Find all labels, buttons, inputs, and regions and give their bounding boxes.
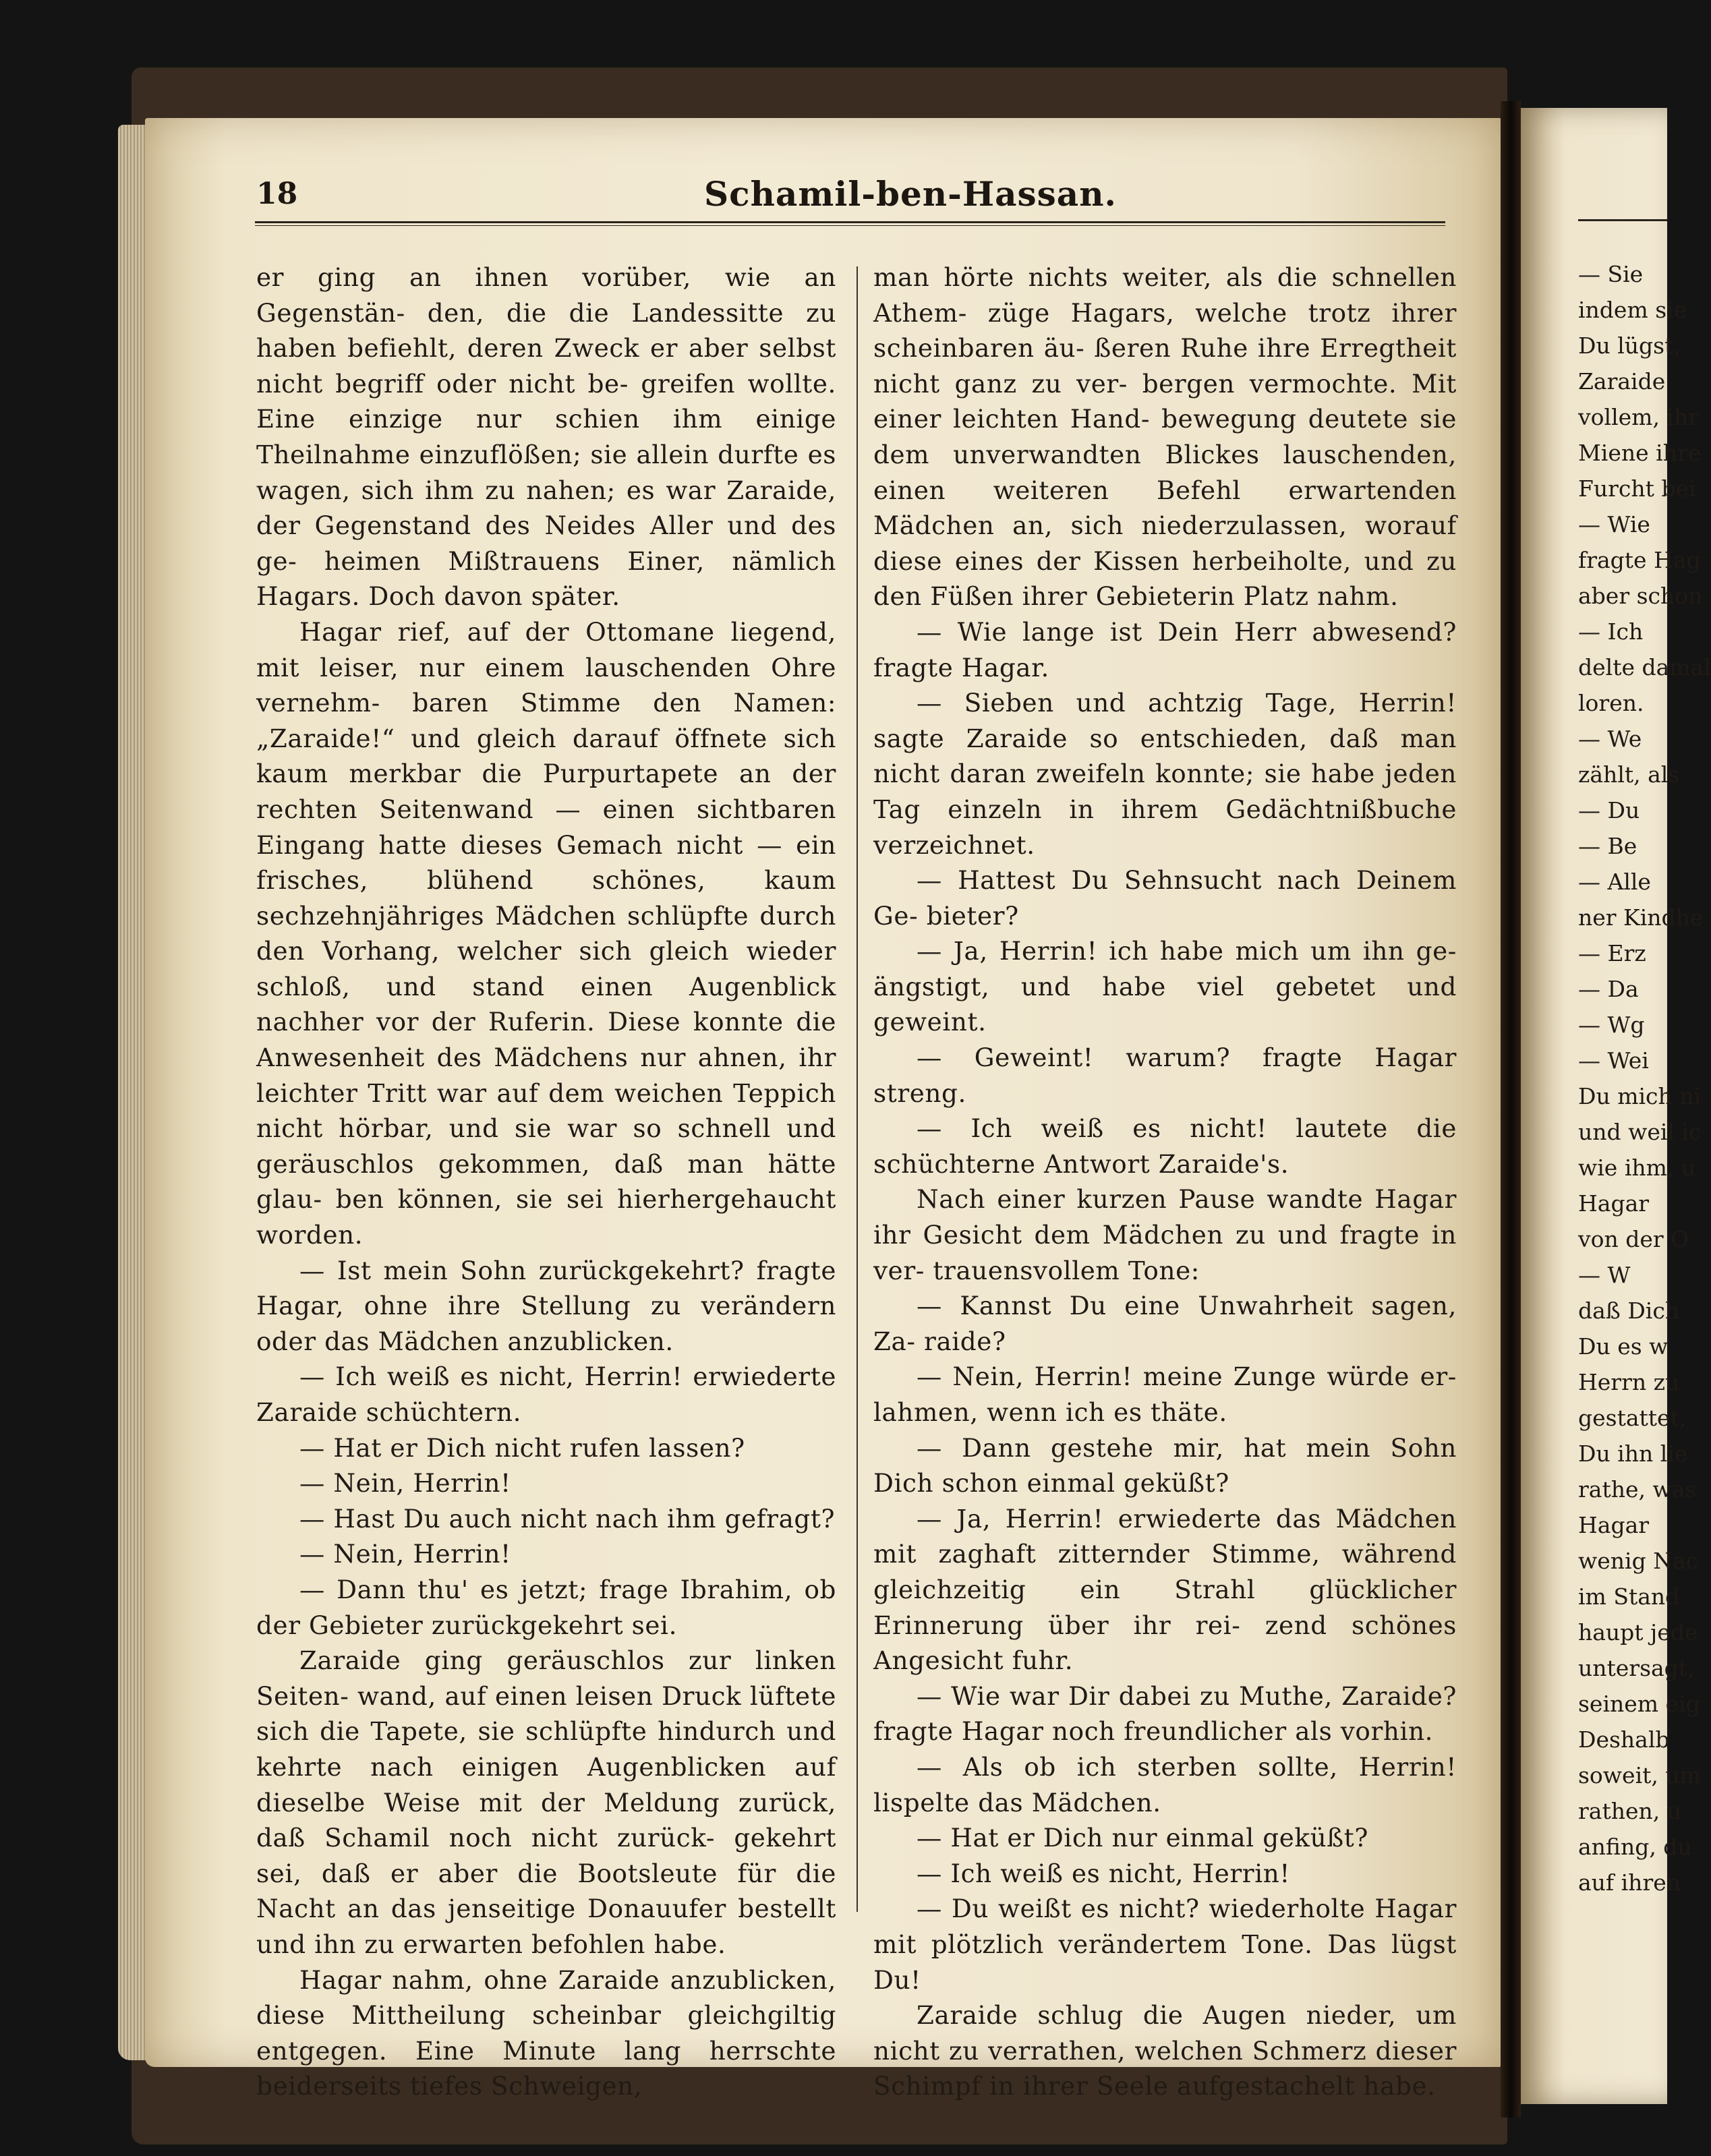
paragraph: — Nein, Herrin! meine Zunge würde er- lahmen, wenn ich es thäte. <box>873 1362 1457 1427</box>
text-fragment: Zaraide <box>1578 368 1666 395</box>
text-fragment: Du mich ni <box>1578 1083 1702 1109</box>
right-page-text-fragments <box>1578 256 1711 1900</box>
page-number: 18 <box>256 177 298 211</box>
paragraph: — Geweint! warum? fragte Hagar streng. <box>873 1043 1457 1108</box>
text-fragment: wie ihm, u <box>1578 1155 1696 1181</box>
text-fragment: zählt, als <box>1578 761 1680 788</box>
text-fragment: — W <box>1578 1262 1631 1288</box>
paragraph: — Ich weiß es nicht, Herrin! erwiederte Zaraide schüchtern. <box>256 1362 836 1427</box>
right-text-column <box>873 260 1457 2104</box>
paragraph: — Hat er Dich nur einmal geküßt? <box>917 1823 1368 1853</box>
text-fragment: fragte Hag <box>1578 547 1701 573</box>
column-divider <box>857 266 858 1912</box>
text-fragment: wenig Nac <box>1578 1548 1699 1574</box>
text-fragment: — Alle <box>1578 869 1651 895</box>
text-fragment: Deshalb <box>1578 1726 1670 1753</box>
paragraph: man hörte nichts weiter, als die schnellen Athem- züge Hagars, welche trotz ihrer scheinbaren äu- ßeren Ruhe ihre Erregtheit nicht ganz zu ver- bergen vermochte. Mit einer leichten Hand- bewegung deutete sie dem unverwandten Blickes lauschenden, einen weiteren Befehl erwartenden Mädchen an, sich niederzulassen, worauf diese eines der Kissen herbeiholte, und zu den Füßen ihrer Gebieterin Platz nahm. <box>873 262 1457 612</box>
text-fragment: im Stand <box>1578 1583 1680 1610</box>
text-fragment: und weil ic <box>1578 1119 1702 1145</box>
header-rule <box>255 221 1445 226</box>
text-fragment: ner Kindhe <box>1578 904 1704 931</box>
running-title: Schamil-ben-Hassan. <box>704 174 1117 214</box>
text-fragment: — We <box>1578 726 1642 752</box>
left-text-column <box>256 260 836 2104</box>
paragraph: — Ja, Herrin! ich habe mich um ihn ge- ängstigt, und habe viel gebetet und geweint. <box>873 936 1457 1037</box>
paragraph: — Hast Du auch nicht nach ihm gefragt? <box>299 1503 836 1534</box>
paragraph: Hagar nahm, ohne Zaraide anzublicken, diese Mittheilung scheinbar gleichgiltig entgegen. Eine Minute lang herrschte beiderseits tiefes Schweigen, <box>256 1964 836 2101</box>
paragraph: — Hattest Du Sehnsucht nach Deinem Ge- bieter? <box>873 865 1457 931</box>
text-fragment: — Be <box>1578 833 1637 859</box>
paragraph: — Als ob ich sterben sollte, Herrin! lispelte das Mädchen. <box>873 1751 1457 1817</box>
text-fragment: haupt jede <box>1578 1619 1698 1645</box>
text-fragment: Hagar <box>1578 1190 1650 1217</box>
right-page-header-rule <box>1578 219 1667 221</box>
text-fragment: — Wei <box>1578 1047 1649 1074</box>
text-fragment: von der O <box>1578 1226 1689 1252</box>
paragraph: — Wie lange ist Dein Herr abwesend? fragte Hagar. <box>873 616 1457 682</box>
text-fragment: untersagt, <box>1578 1655 1695 1681</box>
paragraph: er ging an ihnen vorüber, wie an Gegenstän- den, die die Landessitte zu haben befiehlt, deren Zweck er aber selbst nicht begriff oder nicht be- greifen wollte. Eine einzige nur schien ihm einige Theilnahme einzuflößen; sie allein durfte es wagen, sich ihm zu nahen; es war Zaraide, der Gegenstand des Neides Aller und des ge- heimen Mißtrauens Einer, nämlich Hagars. Doch davon später. <box>256 262 836 612</box>
text-fragment: rathen, u <box>1578 1798 1681 1824</box>
paragraph: — Nein, Herrin! <box>299 1468 511 1498</box>
text-fragment: daß Dich <box>1578 1298 1680 1324</box>
paragraph: — Ich weiß es nicht, Herrin! <box>917 1858 1290 1888</box>
text-fragment: Du lügst, <box>1578 332 1681 359</box>
paragraph: — Dann thu' es jetzt; frage Ibrahim, ob der Gebieter zurückgekehrt sei. <box>256 1574 836 1640</box>
text-fragment: — Wie <box>1578 511 1650 537</box>
paragraph: — Du weißt es nicht? wiederholte Hagar mit plötzlich verändertem Tone. Das lügst Du! <box>873 1894 1457 1995</box>
paragraph: — Ja, Herrin! erwiederte das Mädchen mit zaghaft zitternder Stimme, während gleichzeitig ein Strahl glücklicher Erinnerung über ihr rei- zend schönes Angesicht fuhr. <box>873 1503 1457 1676</box>
text-fragment: — Du <box>1578 797 1640 823</box>
text-fragment: indem sie <box>1578 297 1687 323</box>
paragraph: — Sieben und achtzig Tage, Herrin! sagte Zaraide so entschieden, daß man nicht daran zweifeln konnte; sie habe jeden Tag einzeln in ihrem Gedächtnißbuche verzeichnet. <box>873 688 1457 860</box>
text-fragment: Du ihn lie <box>1578 1440 1688 1467</box>
text-fragment: — Sie <box>1578 261 1644 287</box>
paragraph: — Dann gestehe mir, hat mein Sohn Dich schon einmal geküßt? <box>873 1432 1457 1498</box>
paragraph: Nach einer kurzen Pause wandte Hagar ihr Gesicht dem Mädchen zu und fragte in ver- trauensvollem Tone: <box>873 1184 1457 1285</box>
paragraph: Hagar rief, auf der Ottomane liegend, mit leiser, nur einem lauschenden Ohre vernehm- baren Stimme den Namen: „Zaraide!“ und gleich darauf öffnete sich kaum merkbar die Purpurtapete an der rechten Seitenwand — einen sichtbaren Eingang hatte dieses Gemach nicht — ein frisches, blühend schönes, kaum sechzehnjähriges Mädchen schlüpfte durch den Vorhang, welcher sich gleich wieder schloß, und stand einen Augenblick nachher vor der Ruferin. Diese konnte die Anwesenheit des Mädchens nur ahnen, ihr leichter Tritt war auf dem weichen Teppich nicht hörbar, und sie war so schnell und geräuschlos gekommen, daß man hätte glau- ben können, sie sei hierhergehaucht worden. <box>256 616 836 1250</box>
text-fragment: — Ich <box>1578 618 1644 645</box>
text-fragment: — Wg <box>1578 1012 1645 1038</box>
paragraph: — Hat er Dich nicht rufen lassen? <box>299 1432 745 1463</box>
book-gutter <box>1501 101 1521 2118</box>
text-fragment: loren. <box>1578 690 1644 716</box>
text-fragment: rathe, was <box>1578 1476 1697 1503</box>
text-fragment: Du es w <box>1578 1333 1669 1360</box>
text-fragment: gestattet, <box>1578 1405 1687 1431</box>
paragraph: Zaraide ging geräuschlos zur linken Seiten- wand, auf einen leisen Druck lüftete sich die Tapete, sie schlüpfte hindurch und kehrte nach einigen Augenblicken auf dieselbe Weise mit der Meldung zurück, daß Schamil noch nicht zurück- gekehrt sei, daß er aber die Bootsleute für die Nacht an das jenseitige Donauufer bestellt und ihn zu erwarten befohlen habe. <box>256 1645 836 1959</box>
paragraph: — Wie war Dir dabei zu Muthe, Zaraide? fragte Hagar noch freundlicher als vorhin. <box>873 1681 1457 1747</box>
paragraph: Zaraide schlug die Augen nieder, um nicht zu verrathen, welchen Schmerz dieser Schimpf in ihrer Seele aufgestachelt habe. <box>873 2000 1457 2101</box>
text-fragment: aber schon <box>1578 583 1703 609</box>
paragraph: — Ist mein Sohn zurückgekehrt? fragte Hagar, ohne ihre Stellung zu verändern oder das Mädchen anzublicken. <box>256 1255 836 1356</box>
paragraph: — Ich weiß es nicht! lautete die schüchterne Antwort Zaraide's. <box>873 1113 1457 1179</box>
text-fragment: anfing, du <box>1578 1834 1692 1860</box>
text-fragment: Hagar <box>1578 1512 1650 1538</box>
text-fragment: auf ihren <box>1578 1869 1681 1896</box>
text-fragment: seinem eig <box>1578 1691 1700 1717</box>
text-fragment: Miene ihre <box>1578 440 1702 466</box>
text-fragment: soweit, um <box>1578 1762 1701 1788</box>
text-fragment: Furcht bei <box>1578 475 1696 502</box>
text-fragment: vollem, ihr <box>1578 404 1700 430</box>
paragraph: — Kannst Du eine Unwahrheit sagen, Za- raide? <box>873 1291 1457 1356</box>
text-fragment: delte damal <box>1578 654 1711 680</box>
text-fragment: — Erz <box>1578 940 1646 966</box>
text-fragment: — Da <box>1578 976 1639 1002</box>
paragraph: — Nein, Herrin! <box>299 1539 511 1569</box>
text-fragment: Herrn zu <box>1578 1369 1680 1395</box>
